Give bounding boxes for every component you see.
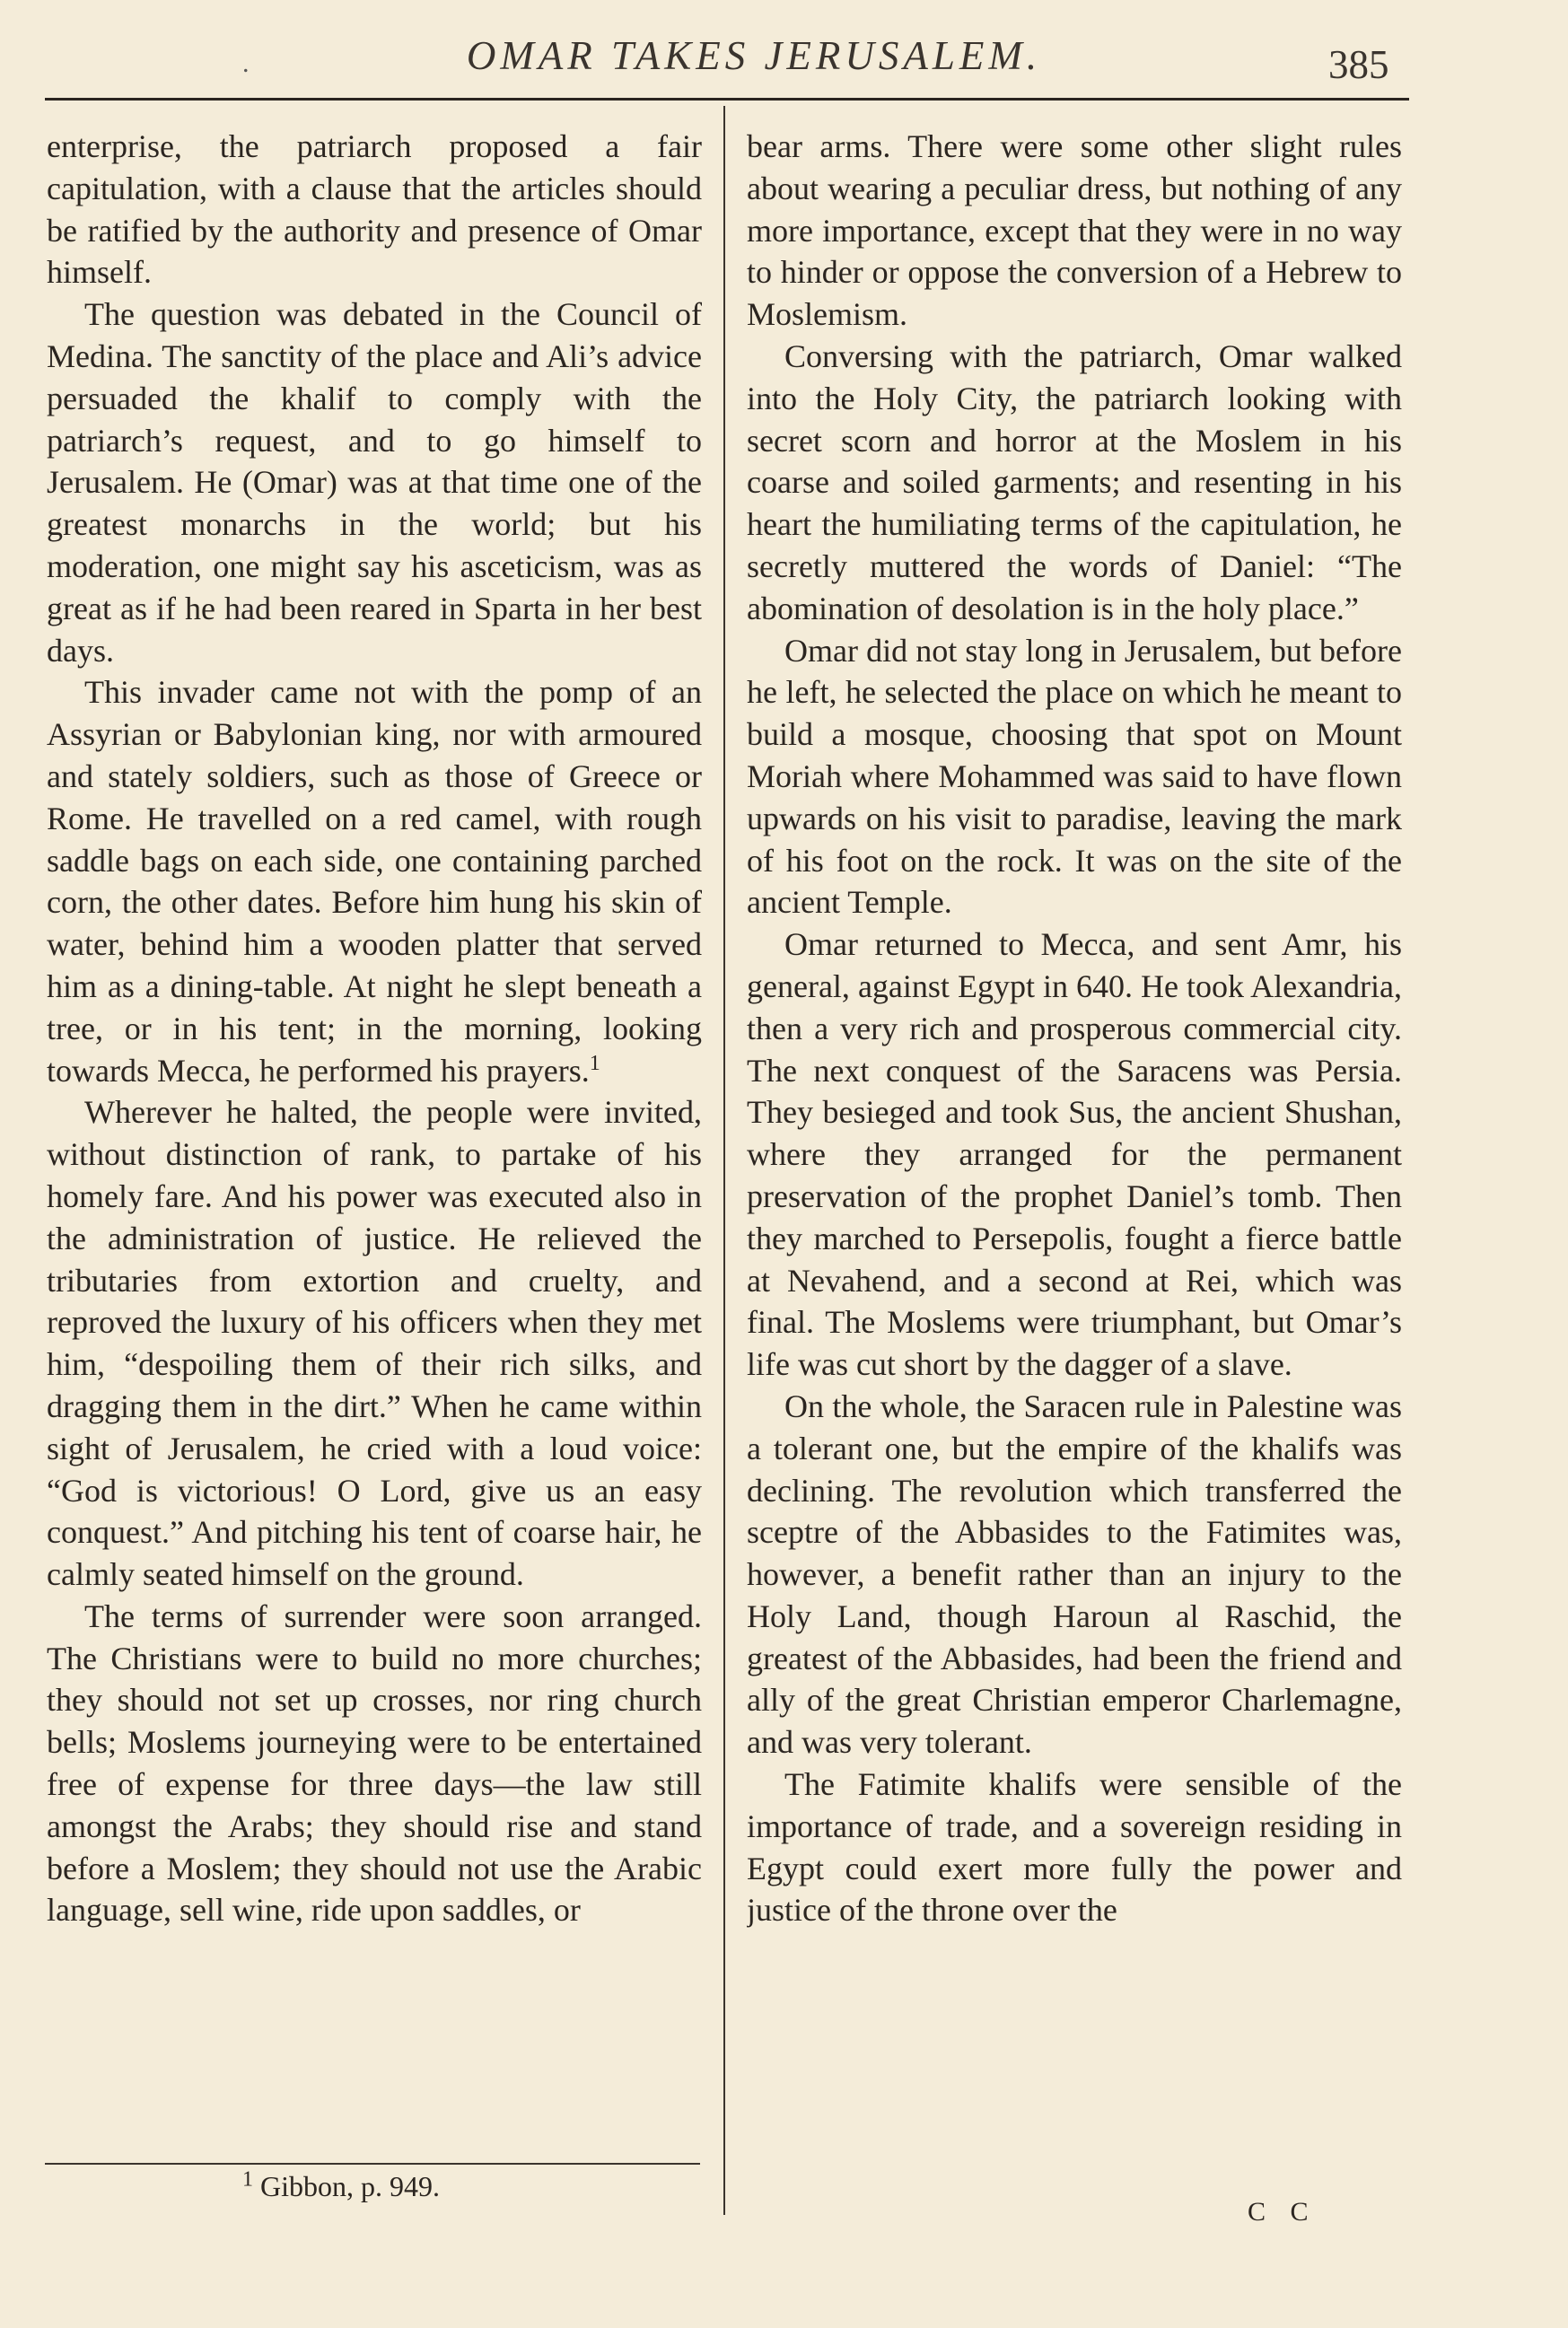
- page-number: 385: [1328, 42, 1389, 87]
- running-title: OMAR TAKES JERUSALEM.: [466, 33, 1042, 78]
- column-divider: [723, 106, 725, 2215]
- paragraph: This invader came not with the pomp of an Assyrian or Babylonian king, nor with armoured and stately soldiers, such as those of Greece or Rome. He travelled on a red camel, with rough saddle bags on each side, one containing parched corn, the other dates. Before him hung his skin of water, behind him a wooden platter that served him as a dining-table. At night he slept beneath a tree, or in his tent; in the morning, looking towards Mecca, he performed his prayers.$^1$: [47, 674, 702, 1089]
- paragraph: enterprise, the patriarch proposed a fair capitulation, with a clause that the articles should be ratified by the authority and presence of Omar himself.: [47, 128, 702, 291]
- header-rule: [45, 98, 1409, 101]
- header-dot: .: [242, 48, 250, 78]
- footnote-marker: 1: [589, 1051, 600, 1075]
- paragraph: The terms of surrender were soon arranged. The Christians were to build no more churches; they should not set up crosses, nor ring church bells; Moslems journeying were to be entertained free of expense for three days—the law still amongst the Arabs; they should rise and stand before a Moslem; they should not use the Arabic language, sell wine, ride upon saddles, or: [47, 1597, 702, 1929]
- left-column: [47, 126, 702, 2154]
- signature-mark: C C: [1248, 2197, 1318, 2227]
- footnote-rule: [45, 2163, 700, 2165]
- paragraph: Omar did not stay long in Jerusalem, but before he left, he selected the place on which he meant to build a mosque, choosing that spot on Mount Moriah where Mohammed was said to have flown upwards on his visit to paradise, leaving the mark of his foot on the rock. It was on the site of the ancient Temple.: [747, 632, 1402, 921]
- footnote-text: Gibbon, p. 949.: [260, 2170, 440, 2202]
- paragraph: The question was debated in the Council of Medina. The sanctity of the place and Ali’s advice persuaded the khalif to comply with the patriarch’s request, and to go himself to Jerusalem. He (Omar) was at that time one of the greatest monarchs in the world; but his moderation, one might say his asceticism, was as great as if he had been reared in Sparta in her best days.: [47, 296, 702, 669]
- page-header: [0, 0, 1568, 99]
- footnote: [242, 2167, 440, 2203]
- paragraph: Omar returned to Mecca, and sent Amr, his general, against Egypt in 640. He took Alexandria, then a very rich and prosperous commercial city. The next conquest of the Saracens was Persia. They besieged and took Sus, the ancient Shushan, where they arranged for the permanent preservation of the prophet Daniel’s tomb. Then they marched to Persepolis, fought a fierce battle at Nevahend, and a second at Rei, which was final. The Moslems were triumphant, but Omar’s life was cut short by the dagger of a slave.: [747, 926, 1402, 1383]
- paragraph: Conversing with the patriarch, Omar walked into the Holy City, the patriarch looking with secret scorn and horror at the Moslem in his coarse and soiled garments; and resenting in his heart the humiliating terms of the capitulation, he secretly muttered the words of Daniel: “The abomination of desolation is in the holy place.”: [747, 337, 1402, 626]
- paragraph: The Fatimite khalifs were sensible of the importance of trade, and a sovereign residing in Egypt could exert more fully the power and justice of the throne over the: [747, 1766, 1402, 1929]
- footnote-number: 1: [242, 2167, 253, 2192]
- right-column: [747, 126, 1402, 2154]
- paragraph: On the whole, the Saracen rule in Palestine was a tolerant one, but the empire of the khalifs was declining. The revolution which transferred the sceptre of the Abbasides to the Fatimites was, however, a benefit rather than an injury to the Holy Land, though Haroun al Raschid, the greatest of the Abbasides, had been the friend and ally of the great Christian emperor Charlemagne, and was very tolerant.: [747, 1387, 1402, 1761]
- paragraph: bear arms. There were some other slight rules about wearing a peculiar dress, but nothing of any more importance, except that they were in no way to hinder or oppose the conversion of a Hebrew to Moslemism.: [747, 128, 1402, 333]
- paragraph: Wherever he halted, the people were invited, without distinction of rank, to partake of his homely fare. And his power was executed also in the administration of justice. He relieved the tributaries from extortion and cruelty, and reproved the luxury of his officers when they met him, “despoiling them of their rich silks, and dragging them in the dirt.” When he came within sight of Jerusalem, he cried with a loud voice: “God is victorious! O Lord, give us an easy conquest.” And pitching his tent of coarse hair, he calmly seated himself on the ground.: [47, 1094, 702, 1593]
